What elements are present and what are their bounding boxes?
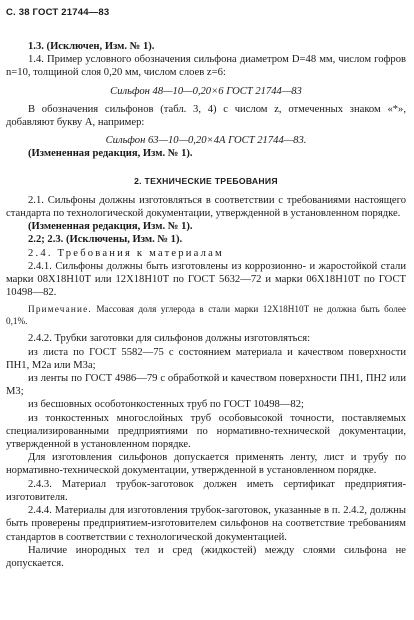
clause-2-4: 2.4. Требования к материалам	[28, 247, 224, 259]
clause-1-4: 1.4. Пример условного обозначения сильфона диаметром D=48 мм, числом гофров n=10, толщиной слоя 0,20 мм, числом слоев z=6:	[6, 54, 406, 79]
clause-2-4-3: 2.4.3. Материал трубок-заготовок должен иметь сертификат предприятия-изготовителя.	[6, 478, 406, 503]
page-content	[6, 40, 406, 570]
edition-note-2: (Измененная редакция, Изм. № 1).	[28, 221, 193, 233]
note-label: Примечание.	[28, 304, 92, 315]
list-item-sheet: из листа по ГОСТ 5582—75 с состоянием материала и качеством поверхности ПН1, М2а или М3а;	[6, 346, 406, 371]
list-item-multilayer-tubes: из тонкостенных многослойных труб особовысокой точности, поставляемых специализированными предприятиями по нормативно-технической документации, утвержденной в установленном порядке.	[6, 412, 406, 451]
clause-2-1: 2.1. Сильфоны должны изготовляться в соответствии с требованиями настоящего стандарта по технологической документации, утвержденной в установленном порядке.	[6, 194, 406, 220]
clause-1-3: 1.3. (Исключен, Изм. № 1).	[28, 41, 155, 52]
section-title-technical-requirements: 2. ТЕХНИЧЕСКИЕ ТРЕБОВАНИЯ	[134, 175, 278, 186]
edition-note-1: (Измененная редакция, Изм. № 1).	[28, 148, 193, 160]
list-item-strip: из ленты по ГОСТ 4986—79 с обработкой и качеством поверхности ПН1, ПН2 или М3;	[6, 373, 406, 398]
list-item-seamless-tubes: из бесшовных особотонкостенных труб по ГОСТ 10498—82;	[28, 399, 304, 411]
clause-2-2-2-3: 2.2; 2.3. (Исключены, Изм. № 1).	[28, 234, 183, 246]
clause-1-4-continued: В обозначения сильфонов (табл. 3, 4) с числом z, отмеченных знаком «*», добавляют букву А, например:	[6, 103, 406, 129]
clause-2-4-1: 2.4.1. Сильфоны должны быть изготовлены из коррозионно- и жаростойкой стали марки 08Х18Н10Т или 12Х18Н10Т по ГОСТ 5632—72 и марки 06Х18Н10Т по ГОСТ 10498—82.	[6, 260, 406, 299]
note-text: Массовая доля углерода в стали марки 12Х18Н10Т не должна быть более 0,1%.	[6, 304, 406, 326]
clause-2-4-2: 2.4.2. Трубки заготовки для сильфонов должны изготовляться:	[28, 333, 311, 345]
designation-example-1: Сильфон 48—10—0,20×6 ГОСТ 21744—83	[110, 85, 302, 97]
note	[6, 304, 406, 327]
designation-example-2: Сильфон 63—10—0,20×4А ГОСТ 21744—83.	[105, 135, 307, 147]
clause-2-4-4: 2.4.4. Материалы для изготовления трубок-заготовок, указанные в п. 2.4.2, должны быть проверены предприятием-изготовителем сильфонов на соответствие требованиям стандартов в соответствии с технологической документацией.	[6, 505, 406, 543]
page-header: С. 38 ГОСТ 21744—83	[6, 7, 110, 18]
clause-materials-allowed: Для изготовления сильфонов допускается применять ленту, лист и трубу по нормативно-технической документации, утвержденной в установленном порядке.	[6, 452, 406, 477]
clause-foreign-bodies: Наличие инородных тел и сред (жидкостей) между слоями сильфона не допускается.	[6, 544, 406, 569]
